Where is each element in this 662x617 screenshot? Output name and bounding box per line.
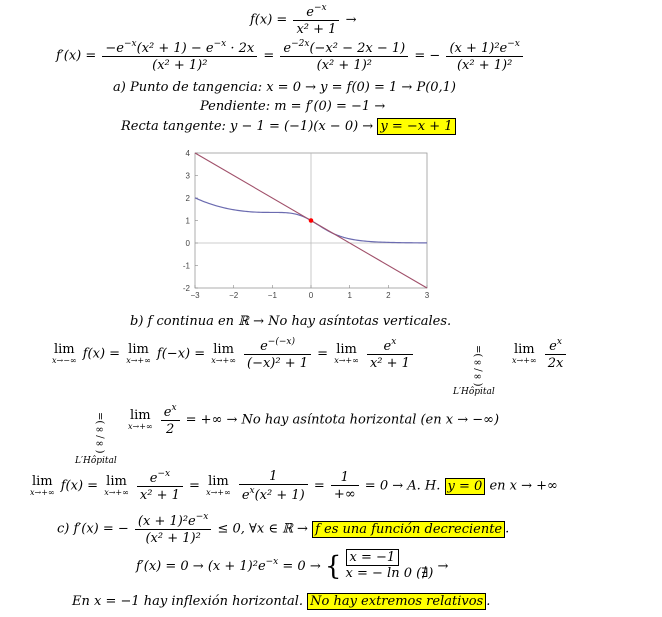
- y-tick-label: -2: [182, 284, 190, 293]
- x-tick-label: 0: [308, 291, 314, 300]
- extrema-highlight: No hay extremos relativos: [307, 593, 486, 610]
- y-tick-label: 4: [185, 149, 190, 158]
- derivative-line: f′(x) = $\frac{-e^{-x}(x^2 + 1) - e^{-x} \cdot 2x}{\text{(x² + 1)²}}$ = $\frac{e^{-2x}(-x^2 - 2x - 1)}{\text{(x² + 1)²}}$ = − $\frac{(x + 1)^2e^{-x}}{\text{(x² + 1)²}}$: [56, 40, 525, 72]
- limit-minus-infinity-line: lim x→−∞ f(x) = lim x→+∞ f(−x) = lim x→+∞ $\frac{e^{-(-x)}}{\text{(−x)² + 1}}$ = lim x→+∞ $\frac{e^x}{\text{x² + 1}}$: [50, 338, 415, 370]
- continuity-line: b) f continua en ℝ → No hay asíntotas verticales.: [130, 314, 452, 329]
- conclusion-line: En x = −1 hay inflexión horizontal. No hay extremos relativos .: [72, 594, 491, 609]
- x-tick-label: 1: [347, 291, 352, 300]
- x-tick-label: −3: [190, 291, 200, 300]
- limit-after-lhopital: lim x→+∞ $\frac{e^x}{2x}$: [510, 338, 568, 370]
- f-def-fraction: $\frac{e^{-x}}{\text{x² + 1}}$: [293, 4, 339, 36]
- decreasing-highlight: f es una función decreciente: [312, 521, 505, 538]
- lhopital-equals-1: =(∞/∞): [472, 345, 483, 387]
- f-definition: f(x) = $\frac{e^{-x}}{\text{x² + 1}}$ →: [250, 3, 357, 37]
- x-tick-label: 3: [424, 291, 430, 300]
- y-tick-label: 2: [185, 194, 190, 203]
- x-tick-label: −2: [229, 291, 239, 300]
- tangency-point-line: a) Punto de tangencia: x = 0 → y = f(0) = 1 → P(0,1): [113, 80, 457, 95]
- slope-line: Pendiente: m = f′(0) = −1 →: [200, 99, 386, 114]
- tangency-point: [309, 218, 314, 223]
- x-tick-label: 2: [386, 291, 391, 300]
- decreasing-function-line: c) f′(x) = − $\frac{(x + 1)^2e^{-x}}{\text{(x² + 1)²}}$ ≤ 0, ∀x ∈ ℝ → f es una función decreciente .: [57, 512, 510, 546]
- x-tick-label: −1: [267, 291, 277, 300]
- lhopital-label-1: L′Hôpital: [453, 387, 495, 397]
- tangent-line-equation: Recta tangente: y − 1 = (−1)(x − 0) → y = −x + 1: [121, 120, 456, 133]
- y-tick-label: 3: [185, 171, 190, 181]
- function-chart: [175, 145, 440, 310]
- lhopital-equals-2: =(∞/∞): [94, 412, 105, 454]
- derivative-zero-line: $f'(x) = 0 \to (x + 1)^2e^{-x} = 0$ → { x = −1 x = − ln 0 (∄) →: [136, 550, 449, 582]
- y-tick-label: -1: [182, 261, 190, 271]
- y-tick-label: 1: [185, 216, 190, 226]
- asymptote-highlight: y = 0: [445, 478, 486, 495]
- y-tick-label: 0: [185, 239, 190, 248]
- tangent-result-highlight: y = −x + 1: [377, 118, 455, 135]
- lhopital-label-2: L′Hôpital: [75, 456, 117, 466]
- limit-plus-infinity-result: lim x→+∞ $\frac{e^x}{2}$ = +∞ → No hay asíntota horizontal (en x → −∞): [128, 403, 500, 437]
- solution-box: x = −1: [346, 549, 400, 566]
- horizontal-asymptote-line: lim x→+∞ f(x) = lim x→+∞ $\frac{e^{-x}}{\text{x² + 1}}$ = lim x→+∞ $\frac{1}{e^x(x^2 + 1)}$ = $\frac{1}{+\infty}$ = 0 → A. H. y = 0 en x → +∞: [30, 469, 558, 503]
